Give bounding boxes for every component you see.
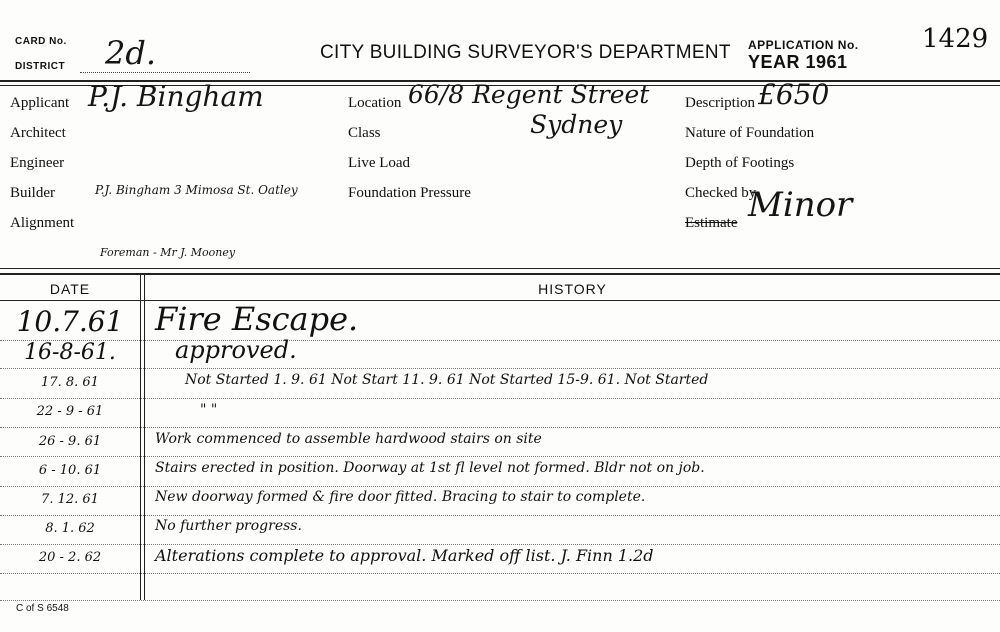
history-date: 10.7.61	[16, 305, 124, 338]
card-no-label: CARD No.	[15, 36, 67, 47]
foundation-pressure-label: Foundation Pressure	[348, 185, 471, 201]
row-line	[0, 427, 1000, 429]
description-label: Description	[685, 95, 755, 111]
department-title: CITY BUILDING SURVEYOR'S DEPARTMENT	[320, 42, 731, 63]
applicant-label: Applicant	[10, 95, 70, 111]
history-date: 26 - 9. 61	[38, 434, 102, 449]
architect-label: Architect	[10, 125, 66, 141]
checked-by-label: Checked by	[685, 185, 757, 201]
minor-value: Minor	[748, 185, 853, 225]
class-label: Class	[348, 125, 381, 141]
description-value: £650	[758, 78, 830, 111]
history-date: 7. 12. 61	[41, 492, 99, 507]
history-text: Fire Escape.	[155, 300, 359, 338]
builder-label: Builder	[10, 185, 55, 201]
live-load-label: Live Load	[348, 155, 411, 171]
engineer-label: Engineer	[10, 155, 65, 171]
applicant-value: P.J. Bingham	[88, 80, 264, 113]
history-text: Alterations complete to approval. Marked off list. J. Finn 1.2d	[155, 546, 654, 565]
history-text: Work commenced to assemble hardwood stairs on site	[155, 431, 542, 447]
year-label: YEAR 1961	[748, 52, 848, 72]
history-text: " "	[200, 402, 218, 418]
history-header: HISTORY	[538, 281, 607, 297]
history-date: 16-8-61.	[24, 340, 116, 365]
foreman-value: Foreman - Mr J. Mooney	[100, 246, 236, 259]
row-line	[0, 600, 1000, 602]
history-date: 17. 8. 61	[41, 375, 99, 390]
location-value-2: Sydney	[530, 110, 623, 139]
district-line	[80, 72, 250, 74]
column-divider-2	[144, 275, 145, 600]
row-line	[0, 340, 1000, 342]
alignment-label: Alignment	[10, 215, 75, 231]
nature-foundation-label: Nature of Foundation	[685, 125, 815, 141]
history-text: No further progress.	[155, 518, 302, 534]
row-line	[0, 456, 1000, 458]
history-rule-2	[0, 273, 1000, 275]
row-line	[0, 486, 1000, 488]
form-code: C of S 6548	[16, 603, 69, 614]
location-value-1: 66/8 Regent Street	[408, 80, 650, 109]
row-line	[0, 368, 1000, 370]
history-date: 22 - 9 - 61	[36, 404, 104, 419]
history-text: approved.	[175, 336, 297, 364]
history-rule-1	[0, 268, 1000, 269]
application-label: APPLICATION No.	[748, 38, 859, 52]
builder-value: P.J. Bingham 3 Mimosa St. Oatley	[95, 183, 298, 197]
history-date: 20 - 2. 62	[38, 550, 102, 565]
location-label: Location	[348, 95, 402, 111]
district-value: 2d.	[105, 34, 157, 72]
history-text: Not Started 1. 9. 61 Not Start 11. 9. 61 Not Started 15-9. 61. Not Started	[185, 372, 709, 388]
row-line	[0, 573, 1000, 575]
history-date: 8. 1. 62	[45, 521, 95, 536]
history-date: 6 - 10. 61	[38, 463, 102, 478]
estimate-label: Estimate	[685, 215, 738, 231]
district-label: DISTRICT	[15, 61, 66, 72]
application-number: 1429	[922, 24, 989, 54]
row-line	[0, 398, 1000, 400]
history-text: New doorway formed & fire door fitted. Bracing to stair to complete.	[155, 489, 646, 505]
date-header: DATE	[49, 281, 91, 297]
history-header-rule	[0, 300, 1000, 301]
column-divider-1	[140, 275, 141, 600]
depth-footings-label: Depth of Footings	[685, 155, 795, 171]
history-text: Stairs erected in position. Doorway at 1st fl level not formed. Bldr not on job.	[155, 460, 705, 476]
row-line	[0, 515, 1000, 517]
